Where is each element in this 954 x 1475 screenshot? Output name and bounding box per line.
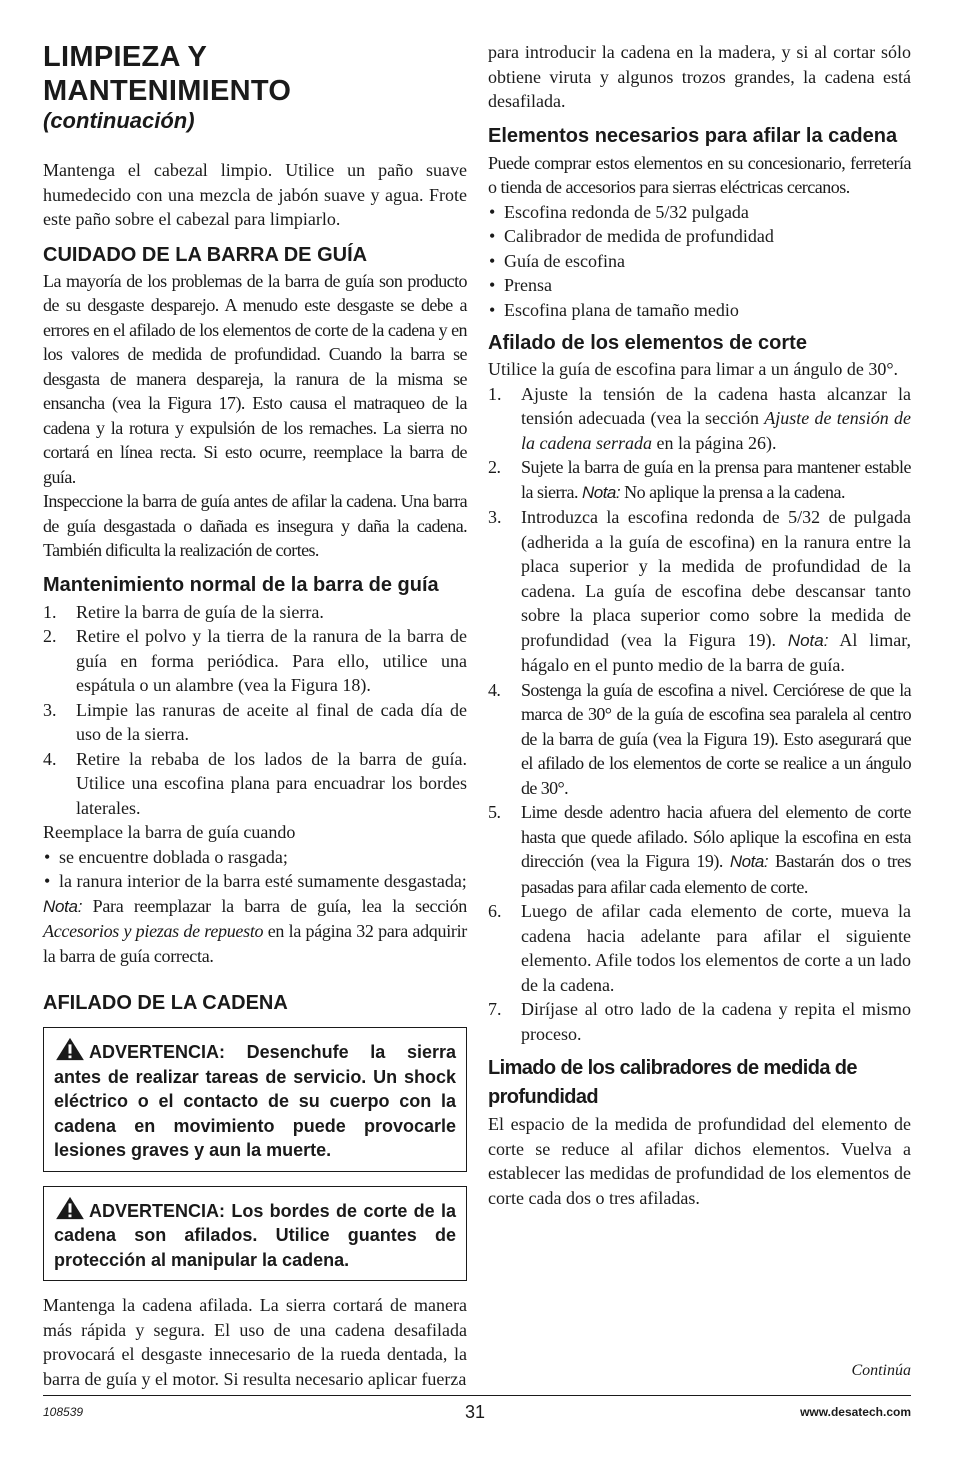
- list-item: [488, 224, 911, 249]
- list-number: 3.: [43, 699, 57, 720]
- list-text: Retire la rebaba de los lados de la barra de guía. Utilice una escofina plana para encuadrar los bordes laterales.: [76, 748, 467, 818]
- list-text: Introduzca la escofina redonda de 5/32 de pulgada (adherida a la guía de escofina) en la ranura entre la placa superior y la medida de profundidad de la cadena. La guía de escofina debe descansar tanto sobre la placa superior como sobre la medida de profundidad (vea la Figura 19).: [521, 507, 911, 650]
- guide-bar-care-paragraph-2: Inspeccione la barra de guía antes de afilar la cadena. Una barra de guía desgastada o dañada es insegura y daña la cadena. También dificulta la realización de cortes.: [43, 491, 467, 560]
- page-title: [43, 40, 467, 108]
- keep-chain-sharp-paragraph-start: Mantenga la cadena afilada. La sierra cortará de manera más rápida y segura. El uso de una cadena desafilada provocará el desgaste innecesario de la rueda dentada, la barra de guía y el motor. Si resulta necesario aplicar fuerza: [43, 1295, 467, 1389]
- list-text: Limpie las ranuras de aceite al final de cada día de uso de la sierra.: [76, 699, 467, 744]
- left-column: [43, 40, 467, 1391]
- bullet: •: [44, 871, 51, 891]
- page-subtitle: (continuación): [43, 108, 195, 133]
- sharpening-items-list: [488, 200, 911, 323]
- note-label: Nota:: [787, 630, 829, 650]
- continues-label: Continúa: [851, 1362, 911, 1379]
- warning-text: ADVERTENCIA: Los bordes de corte de la cadena son afilados. Utilice guantes de protección al manipular la cadena.: [54, 1200, 456, 1270]
- list-item: [43, 698, 467, 747]
- list-text: Sujete la barra de guía en la prensa para mantener estable la sierra.: [521, 457, 911, 502]
- list-number: 7.: [488, 999, 502, 1019]
- page-title-line1: LIMPIEZA Y: [43, 41, 208, 73]
- list-text: se encuentre doblada o rasgada;: [59, 846, 288, 867]
- cutter-sharpening-intro: Utilice la guía de escofina para limar a un ángulo de 30°.: [488, 359, 899, 379]
- list-item: [488, 899, 911, 997]
- website-url: www.desatech.com: [800, 1405, 911, 1419]
- guide-bar-care-paragraph-1: La mayoría de los problemas de la barra de guía son producto de su desgaste desparejo. A menudo este desgaste se debe a errores en el afilado de los elementos de corte de la cadena y en los valores de medida de profundidad. Cuando la barra se desgasta de manera despareja, la ranura de la misma se ensancha (vea la Figura 17). Esto causa el matraqueo de la cadena y la rotura y expulsión de los remaches. La sierra no cortará en línea recta. Si esto ocurre, reemplace la barra de guía.: [43, 270, 467, 487]
- list-text: Bastarán dos o tres pasadas para afilar cada elemento de corte.: [521, 851, 912, 897]
- list-text: Diríjase al otro lado de la cadena y repita el mismo proceso.: [521, 999, 911, 1044]
- list-item: [488, 382, 911, 456]
- list-text: Escofina redonda de 5/32 pulgada: [504, 201, 749, 222]
- sharpening-items-heading: Elementos necesarios para afilar la cadena: [488, 124, 898, 147]
- replace-intro: Reemplace la barra de guía cuando: [43, 822, 296, 842]
- note-text: Para reemplazar la barra de guía, lea la sección: [82, 895, 467, 916]
- replace-note: [43, 894, 467, 969]
- normal-maintenance-heading: Mantenimiento normal de la barra de guía: [43, 573, 439, 596]
- list-number: 5.: [488, 802, 501, 822]
- sharpening-items-intro: Puede comprar estos elementos en su concesionario, ferretería o tienda de accesorios para sierras eléctricas cercanos.: [488, 152, 911, 197]
- list-text: Retire la barra de guía de la sierra.: [76, 601, 324, 622]
- depth-gauges-heading: Limado de los calibradores de medida de profundidad: [488, 1057, 857, 1108]
- list-text: Sostenga la guía de escofina a nivel. Cerciórese de que la marca de 30° de la guía de escofina sea paralela al centro de la barra de guía (vea la Figura 19). Esto asegurará que el afilado de los elementos de corte se realice a un ángulo de 30°.: [521, 679, 911, 798]
- list-text: No aplique la prensa a la cadena.: [620, 481, 845, 502]
- list-item: [488, 455, 911, 505]
- list-number: 1.: [43, 601, 57, 622]
- list-text: Al limar, hágalo en el punto medio de la barra de guía.: [521, 629, 911, 675]
- list-item: [43, 747, 467, 821]
- list-item: [488, 249, 911, 274]
- list-number: 1.: [488, 383, 502, 404]
- warning-box-shock: [43, 1027, 467, 1172]
- section-reference: Ajuste de tensión de la cadena serrada: [521, 408, 911, 453]
- list-item: [43, 624, 467, 698]
- list-number: 3.: [488, 507, 502, 527]
- warning-text: ADVERTENCIA: Desenchufe la sierra antes de realizar tareas de servicio. Un shock eléctrico o el contacto de su cuerpo con la cadena en movimiento puede provocarle lesiones graves y aun la muerte.: [54, 1042, 456, 1160]
- list-text: Escofina plana de tamaño medio: [504, 299, 739, 320]
- list-text: en la página 26).: [651, 432, 777, 453]
- list-item: [43, 845, 467, 870]
- list-text: Lime desde adentro hacia afuera del elemento de corte hasta que quede afilado. Sólo aplique la escofina en esta dirección (vea la Figura 19).: [521, 802, 911, 871]
- bullet: •: [489, 299, 496, 320]
- chain-sharpening-heading: AFILADO DE LA CADENA: [43, 992, 288, 1014]
- page-title-line2: MANTENIMIENTO: [43, 75, 292, 107]
- note-reference: Accesorios y piezas de repuesto: [43, 921, 264, 941]
- keep-chain-sharp-paragraph-continued: para introducir la cadena en la madera, y si al cortar sólo obtiene viruta y algunos trozos grandes, la cadena está desafilada.: [488, 42, 911, 111]
- list-number: 6.: [488, 901, 502, 921]
- depth-gauges-paragraph: El espacio de la medida de profundidad del elemento de corte se reduce al afilar dichos elementos. Vuelva a establecer las medidas de profundidad de los elementos de corte cada dos o tres afiladas.: [488, 1114, 911, 1208]
- list-number: 2.: [488, 457, 501, 477]
- list-item: [488, 997, 911, 1046]
- note-label: Nota:: [729, 852, 769, 871]
- list-item: [488, 298, 911, 323]
- cutter-sharpening-heading: Afilado de los elementos de corte: [488, 332, 807, 354]
- intro-paragraph: Mantenga el cabezal limpio. Utilice un paño suave humedecido con una mezcla de jabón suave y agua. Frote este paño sobre el cabezal para limpiarlo.: [43, 160, 467, 229]
- normal-maintenance-steps: [43, 600, 467, 821]
- list-number: 4.: [43, 748, 57, 769]
- note-label: Nota:: [43, 896, 83, 916]
- list-text: Luego de afilar cada elemento de corte, mueva la cadena hacia adelante para afilar el siguiente elemento. Afile todos los elementos de corte a un lado de la cadena.: [521, 901, 911, 995]
- list-number: 4.: [488, 679, 501, 700]
- list-item: [43, 869, 467, 894]
- list-item: [488, 678, 911, 801]
- warning-triangle-icon: [54, 1037, 86, 1061]
- list-text: Retire el polvo y la tierra de la ranura de la barra de guía en forma periódica. Para ello, utilice una espátula o un alambre (vea la Figura 18).: [76, 626, 467, 695]
- list-item: [488, 200, 911, 225]
- list-text: Guía de escofina: [504, 250, 625, 271]
- bullet: •: [44, 846, 51, 867]
- list-text: Prensa: [504, 275, 552, 295]
- replace-bullets: [43, 845, 467, 894]
- document-number: 108539: [43, 1405, 84, 1419]
- guide-bar-care-heading: CUIDADO DE LA BARRA DE GUÍA: [43, 243, 368, 266]
- list-item: [488, 273, 911, 298]
- bullet: •: [489, 275, 496, 295]
- right-column: [488, 40, 911, 1210]
- bullet: •: [489, 250, 496, 271]
- list-text: Calibrador de medida de profundidad: [504, 226, 774, 246]
- cutter-sharpening-steps: [488, 382, 911, 1047]
- bullet: •: [489, 226, 496, 246]
- warning-triangle-icon: [54, 1196, 86, 1220]
- list-item: [488, 800, 911, 899]
- warning-box-edges: [43, 1186, 467, 1282]
- footer-divider: [43, 1395, 911, 1396]
- list-item: [43, 600, 467, 625]
- list-number: 2.: [43, 626, 57, 646]
- list-item: [488, 505, 911, 678]
- page-number: 31: [465, 1402, 486, 1422]
- note-label: Nota:: [581, 482, 621, 502]
- note-text: en la página 32 para adquirir la barra de guía correcta.: [43, 921, 467, 966]
- list-text: Ajuste la tensión de la cadena hasta alcanzar la tensión adecuada (vea la sección: [521, 383, 911, 428]
- list-text: la ranura interior de la barra esté sumamente desgastada;: [59, 871, 467, 891]
- bullet: •: [489, 201, 496, 222]
